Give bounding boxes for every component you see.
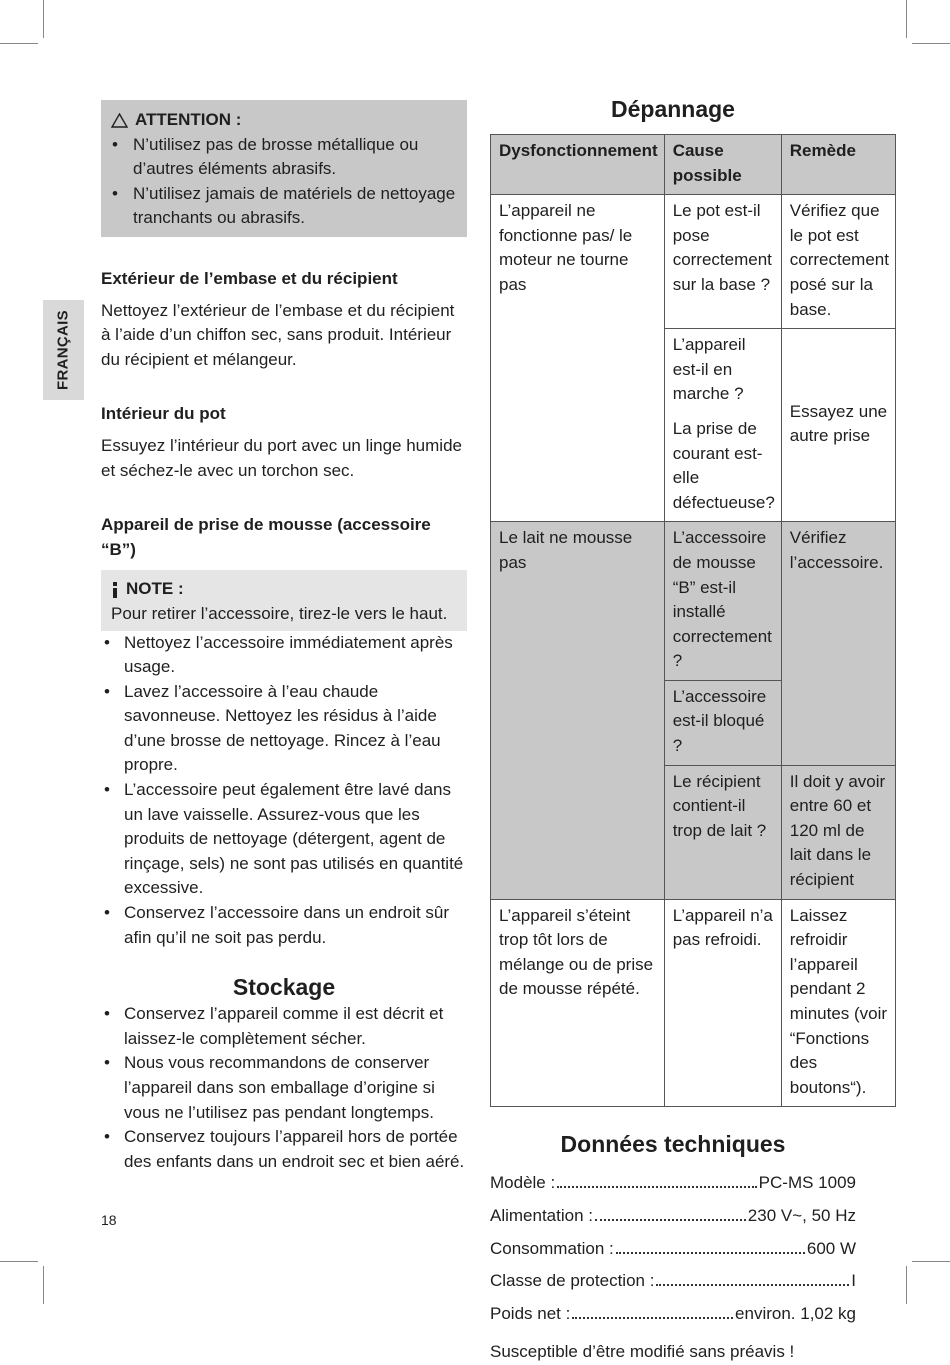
section-heading-stockage: Stockage xyxy=(232,974,336,1001)
table-cell-cause: L’appareil est-il en marche ? xyxy=(664,329,781,413)
spec-value: PC-MS 1009 xyxy=(758,1173,856,1193)
list-item: • Nettoyez l’accessoire immédiatement après usage. xyxy=(101,631,467,680)
attention-title: ATTENTION : xyxy=(135,110,242,129)
troubleshooting-table xyxy=(490,134,896,1107)
dot-leader xyxy=(572,1317,733,1319)
spec-row xyxy=(490,1171,856,1196)
note-text: Pour retirer l’accessoire, tirez-le vers le haut. xyxy=(111,603,448,623)
column-header: Remède xyxy=(781,135,895,195)
crop-mark xyxy=(906,0,907,38)
mousse-list xyxy=(101,631,467,951)
table-cell-cause: L’appareil n’a pas refroidi. xyxy=(664,899,781,1107)
crop-mark xyxy=(43,0,44,38)
spec-value: 600 W xyxy=(806,1238,856,1258)
attention-box xyxy=(101,100,467,237)
stockage-list xyxy=(101,1002,467,1174)
crop-mark xyxy=(906,1266,907,1304)
dot-leader xyxy=(656,1284,849,1286)
spec-value: I xyxy=(851,1271,856,1291)
note-title: NOTE : xyxy=(126,579,184,599)
list-item: • N’utilisez jamais de matériels de nettoyage tranchants ou abrasifs. xyxy=(111,182,457,231)
dot-leader xyxy=(616,1252,805,1254)
table-cell-cause: L’accessoire de mousse “B” est-il installé correctement ? xyxy=(664,522,781,681)
list-item: • Lavez l’accessoire à l’eau chaude savonneuse. Nettoyez les résidus à l’aide d’une brosse de nettoyage. Rincez à l’eau propre. xyxy=(101,680,467,778)
page-number: 18 xyxy=(101,1212,117,1228)
spec-list xyxy=(490,1171,856,1326)
language-tab-label: FRANÇAIS xyxy=(54,310,72,390)
crop-mark xyxy=(912,43,950,44)
spec-value: environ. 1,02 kg xyxy=(735,1303,856,1323)
language-tab xyxy=(43,300,84,400)
column-header: Dysfonctionnement xyxy=(491,135,665,195)
spec-label: Classe de protection : xyxy=(490,1271,655,1291)
table-header-row xyxy=(491,135,896,195)
spec-label: Modèle : xyxy=(490,1173,556,1193)
crop-mark xyxy=(43,1266,44,1304)
table-cell-remedy: Vérifiez l’accessoire. xyxy=(781,522,895,765)
section-heading-exterieur: Extérieur de l’embase et du récipient xyxy=(101,268,398,288)
table-cell-problem: L’appareil ne fonctionne pas/ le moteur ne tourne pas xyxy=(491,195,665,522)
crop-mark xyxy=(912,1261,950,1262)
table-row xyxy=(491,522,896,681)
table-cell-problem: L’appareil s’éteint trop tôt lors de mélange ou de prise de mousse répété. xyxy=(491,899,665,1107)
spec-row xyxy=(490,1302,856,1327)
attention-list xyxy=(111,133,457,231)
note-box xyxy=(101,570,467,630)
section-heading-interieur: Intérieur du pot xyxy=(101,404,226,424)
list-item: • Conservez l’appareil comme il est décrit et laissez-le complètement sécher. xyxy=(101,1002,467,1051)
section-heading-depannage: Dépannage xyxy=(611,96,735,122)
footnote: Susceptible d’être modifié sans préavis ! xyxy=(490,1342,795,1362)
table-cell-problem: Le lait ne mousse pas xyxy=(491,522,665,899)
section-heading-donnees: Données techniques xyxy=(560,1131,786,1158)
crop-mark xyxy=(0,43,38,44)
spec-label: Poids net : xyxy=(490,1303,571,1323)
table-cell-remedy: Il doit y avoir entre 60 et 120 ml de lait dans le récipient xyxy=(781,765,895,899)
paragraph-interieur: Essuyez l’intérieur du port avec un linge humide et séchez-le avec un torchon sec. xyxy=(101,435,462,480)
table-cell-cause: La prise de courant est-elle défectueuse? xyxy=(664,413,781,522)
attention-heading xyxy=(111,108,457,133)
table-cell-cause: L’accessoire est-il bloqué ? xyxy=(664,680,781,765)
spec-row xyxy=(490,1204,856,1229)
section-heading-mousse: Appareil de prise de mousse (accessoire “B”) xyxy=(101,515,431,559)
table-cell-remedy: Vérifiez que le pot est correctement posé sur la base. xyxy=(781,195,895,329)
table-cell-cause: Le pot est-il pose correctement sur la base ? xyxy=(664,195,781,329)
spec-row xyxy=(490,1269,856,1294)
spec-value: 230 V~, 50 Hz xyxy=(747,1205,856,1225)
table-row xyxy=(491,195,896,329)
crop-mark xyxy=(0,1261,38,1262)
left-column xyxy=(101,100,467,1174)
dot-leader xyxy=(557,1186,756,1188)
list-item: • L’accessoire peut également être lavé dans un lave vaisselle. Assurez-vous que les produits de nettoyage (détergent, agent de rinçage, sels) ne sont pas utilisés en quantité excessive. xyxy=(101,778,467,901)
spec-label: Alimentation : xyxy=(490,1205,593,1225)
table-cell-remedy: Essayez une autre prise xyxy=(781,329,895,522)
spec-row xyxy=(490,1237,856,1262)
spec-label: Consommation : xyxy=(490,1238,614,1258)
paragraph-exterieur: Nettoyez l’extérieur de l’embase et du récipient à l’aide d’un chiffon sec, sans produit. Intérieur du récipient et mélangeur. xyxy=(101,300,455,369)
table-cell-cause: Le récipient contient-il trop de lait ? xyxy=(664,765,781,899)
list-item: • Nous vous recommandons de conserver l’appareil dans son emballage d’origine si vous ne l’utilisez pas pendant longtemps. xyxy=(101,1051,467,1125)
info-icon xyxy=(111,582,119,598)
dot-leader xyxy=(595,1219,746,1221)
list-item: • Conservez l’accessoire dans un endroit sûr afin qu’il ne soit pas perdu. xyxy=(101,901,467,950)
table-cell-remedy: Laissez refroidir l’appareil pendant 2 minutes (voir “Fonctions des boutons“). xyxy=(781,899,895,1107)
note-heading xyxy=(111,577,457,602)
warning-icon xyxy=(111,113,128,128)
right-column xyxy=(490,94,889,1365)
table-row xyxy=(491,899,896,1107)
column-header: Cause possible xyxy=(664,135,781,195)
list-item: • N’utilisez pas de brosse métallique ou d’autres éléments abrasifs. xyxy=(111,133,457,182)
list-item: • Conservez toujours l’appareil hors de portée des enfants dans un endroit sec et bien aéré. xyxy=(101,1125,467,1174)
